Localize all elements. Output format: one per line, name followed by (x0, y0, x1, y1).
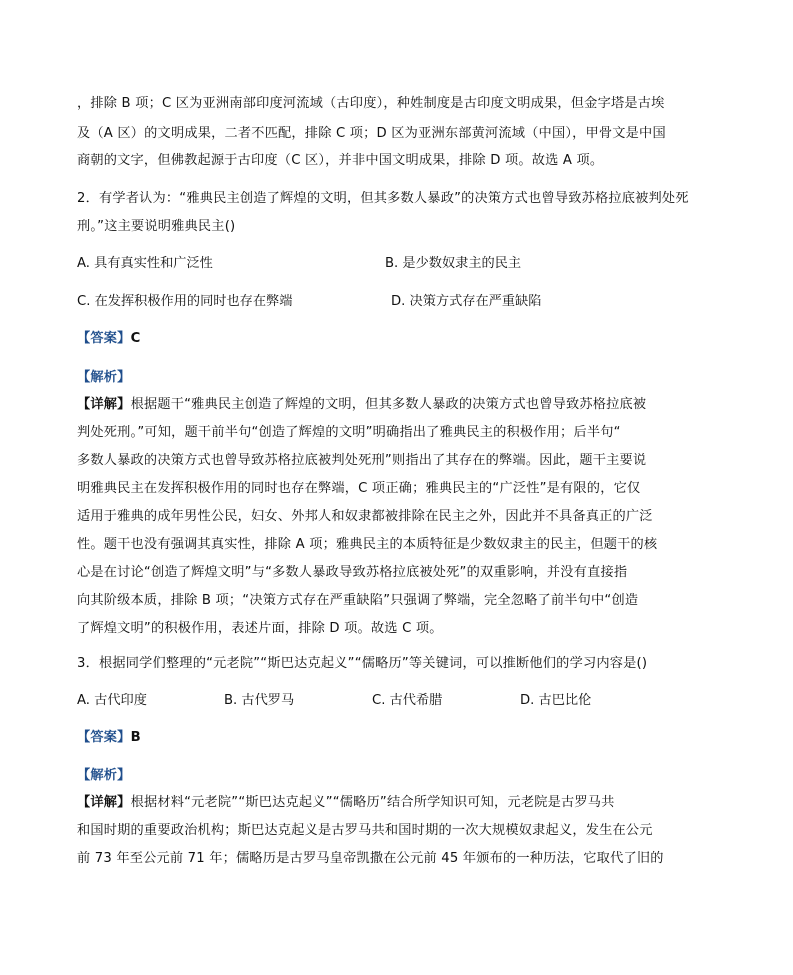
answer-value: B (130, 730, 141, 745)
q3-detail-line-2: 和国时期的重要政治机构；斯巴达克起义是古罗马共和国时期的一次大规模奴隶起义，发生在公元 (77, 823, 653, 838)
detail-label: 【详解】 (77, 397, 131, 412)
analysis-label: 【解析】 (77, 370, 131, 385)
q2-option-d: D. 决策方式存在严重缺陷 (391, 294, 542, 309)
q2-detail-line-1 (77, 395, 646, 415)
q2-option-a: A. 具有真实性和广泛性 (77, 256, 213, 271)
q3-option-a: A. 古代印度 (77, 693, 147, 708)
q1-line-3: 商朝的文字，但佛教起源于古印度（C 区），并非中国文明成果，排除 D 项。故选 A 项。 (77, 153, 604, 168)
q3-option-c: C. 古代希腊 (372, 693, 443, 708)
q2-detail-line-6: 性。题干也没有强调其真实性，排除 A 项；雅典民主的本质特征是少数奴隶主的民主，但题干的核 (77, 537, 658, 552)
q2-option-c: C. 在发挥积极作用的同时也存在弊端 (77, 294, 293, 309)
q3-answer (77, 728, 141, 748)
q2-detail-line-7: 心是在讨论“创造了辉煌文明”与“多数人暴政导致苏格拉底被处死”的双重影响，并没有直接指 (77, 565, 628, 580)
q3-option-d: D. 古巴比伦 (520, 693, 592, 708)
q2-detail-line-5: 适用于雅典的成年男性公民，妇女、外邦人和奴隶都被排除在民主之外，因此并不具备真正的广泛 (77, 509, 653, 524)
q2-detail-line-3: 多数人暴政的决策方式也曾导致苏格拉底被判处死刑”则指出了其存在的弊端。因此，题干主要说 (77, 453, 647, 468)
q2-answer (77, 329, 140, 349)
q2-detail-line-4: 明雅典民主在发挥积极作用的同时也存在弊端，C 项正确；雅典民主的“广泛性”是有限的，它仅 (77, 481, 641, 496)
q2-stem-line-2: 刑。”这主要说明雅典民主() (77, 219, 236, 234)
q3-analysis-label (77, 766, 131, 786)
detail-text: 根据题干“雅典民主创造了辉煌的文明，但其多数人暴政的决策方式也曾导致苏格拉底被 (130, 397, 647, 412)
detail-text: 根据材料“元老院”“斯巴达克起义”“儒略历”结合所学知识可知，元老院是古罗马共 (130, 795, 615, 810)
q3-stem: 3．根据同学们整理的“元老院”“斯巴达克起义”“儒略历”等关键词，可以推断他们的学习内容是() (77, 656, 648, 671)
answer-value: C (130, 331, 141, 346)
q2-detail-line-9: 了辉煌文明”的积极作用，表述片面，排除 D 项。故选 C 项。 (77, 621, 443, 636)
analysis-label: 【解析】 (77, 768, 131, 783)
answer-label: 【答案】 (77, 730, 131, 745)
q2-detail-line-8: 向其阶级本质，排除 B 项；“决策方式存在严重缺陷”只强调了弊端，完全忽略了前半句中“创造 (77, 593, 639, 608)
q1-line-2: 及（A 区）的文明成果，二者不匹配，排除 C 项；D 区为亚洲东部黄河流域（中国），甲骨文是中国 (77, 126, 666, 141)
q3-detail-line-3: 前 73 年至公元前 71 年；儒略历是古罗马皇帝凯撒在公元前 45 年颁布的一种历法，它取代了旧的 (77, 851, 664, 866)
q2-option-b: B. 是少数奴隶主的民主 (385, 256, 522, 271)
q2-detail-line-2: 判处死刑。”可知，题干前半句“创造了辉煌的文明”明确指出了雅典民主的积极作用；后半句“ (77, 425, 621, 440)
q3-detail-line-1 (77, 793, 615, 813)
q3-option-b: B. 古代罗马 (224, 693, 295, 708)
detail-label: 【详解】 (77, 795, 131, 810)
answer-label: 【答案】 (77, 331, 131, 346)
q2-analysis-label (77, 368, 131, 388)
q2-stem-line-1: 2．有学者认为：“雅典民主创造了辉煌的文明，但其多数人暴政”的决策方式也曾导致苏格拉底被判处死 (77, 191, 689, 206)
q1-line-1: ，排除 B 项；C 区为亚洲南部印度河流域（古印度），种姓制度是古印度文明成果，但金字塔是古埃 (77, 96, 665, 111)
